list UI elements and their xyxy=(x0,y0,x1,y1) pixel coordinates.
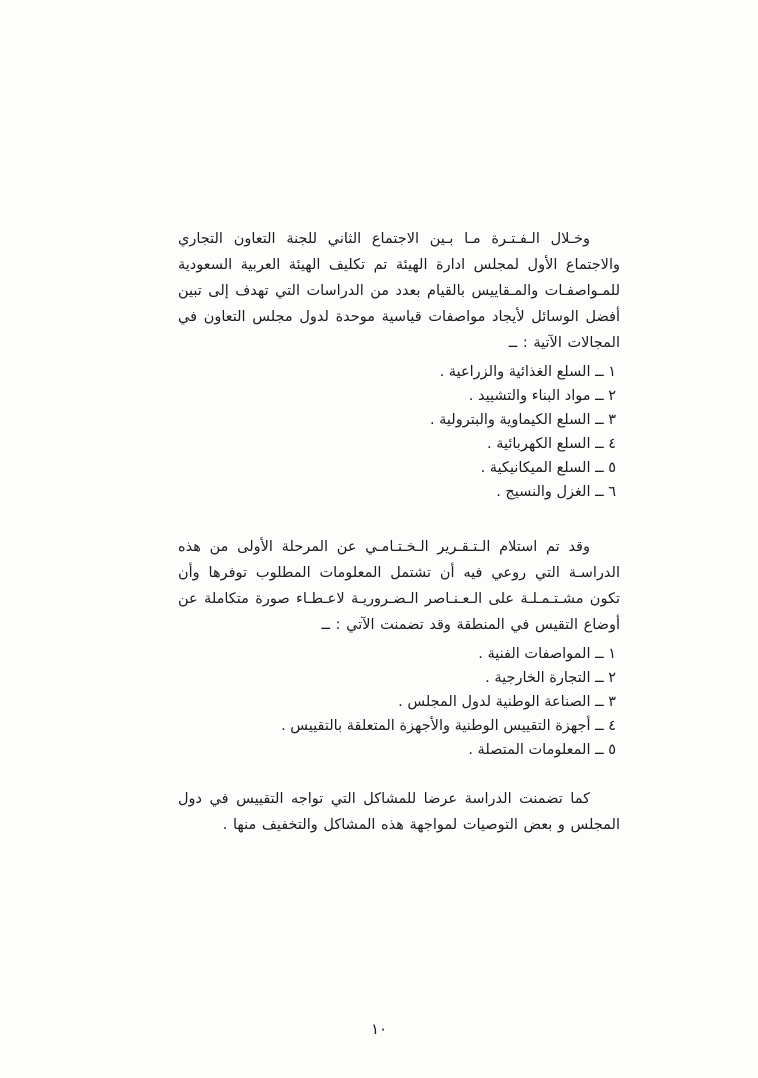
list-item: ٦ ــ الغزل والنسيج . xyxy=(496,484,616,500)
page-number: ١٠ xyxy=(370,1020,388,1038)
list-item: ٣ ــ السلع الكيماوية والبترولية . xyxy=(429,412,616,428)
list-product-areas xyxy=(178,360,620,504)
list-item: ٢ ــ التجارة الخارجية . xyxy=(485,670,616,686)
list-item: ٥ ــ المعلومات المتصلة . xyxy=(468,742,616,758)
paragraph-closing: كما تضمنت الدراسة عرضا للمشاكل التي تواجه التقييس في دول المجلس و بعض التوصيات لمواجهة هذه المشاكل والتخفيف منها . xyxy=(178,791,620,833)
list-item: ٣ ــ الصناعة الوطنية لدول المجلس . xyxy=(398,694,616,710)
list-item: ٥ ــ السلع الميكانيكية . xyxy=(480,460,616,476)
list-item: ٤ ــ السلع الكهربائية . xyxy=(486,436,616,452)
page-content xyxy=(178,226,620,838)
list-item: ٤ ــ أجهزة التقييس الوطنية والأجهزة المتعلقة بالتقييس . xyxy=(281,718,616,734)
paragraph-intro: وخـلال الـفـتـرة مـا بـين الاجتماع الثاني للجنة التعاون التجاري والاجتماع الأول لمجلس ادارة الهيئة تم تكليف الهيئة العربية السعودية للمـواصفـات والمـقاييس بالقيام بعدد من الدراسات التي تهدف إلى تبين أفضل الوسائل لأيجاد مواصفات قياسية موحدة لدول مجلس التعاون في المجالات الآتية : ــ xyxy=(178,231,620,351)
list-study-contents xyxy=(178,642,620,762)
paragraph-report: وقد تم استلام الـتـقـرير الـخـتـامـي عن المرحلة الأولى من هذه الدراسـة التي روعي فيه أن تشتمل المعلومات المطلوب توفرها وأن تكون مشـتـمـلـة على الـعـنـاصر الـضـروريـة لاعـطـاء صورة متكاملة عن أوضاع التقيس في المنطقة وقد تضمنت الآتي : ــ xyxy=(178,539,620,633)
list-item: ٢ ــ مواد البناء والتشييد . xyxy=(468,388,616,404)
list-item: ١ ــ السلع الغذائية والزراعية . xyxy=(439,364,616,380)
list-item: ١ ــ المواصفات الفنية . xyxy=(478,646,616,662)
